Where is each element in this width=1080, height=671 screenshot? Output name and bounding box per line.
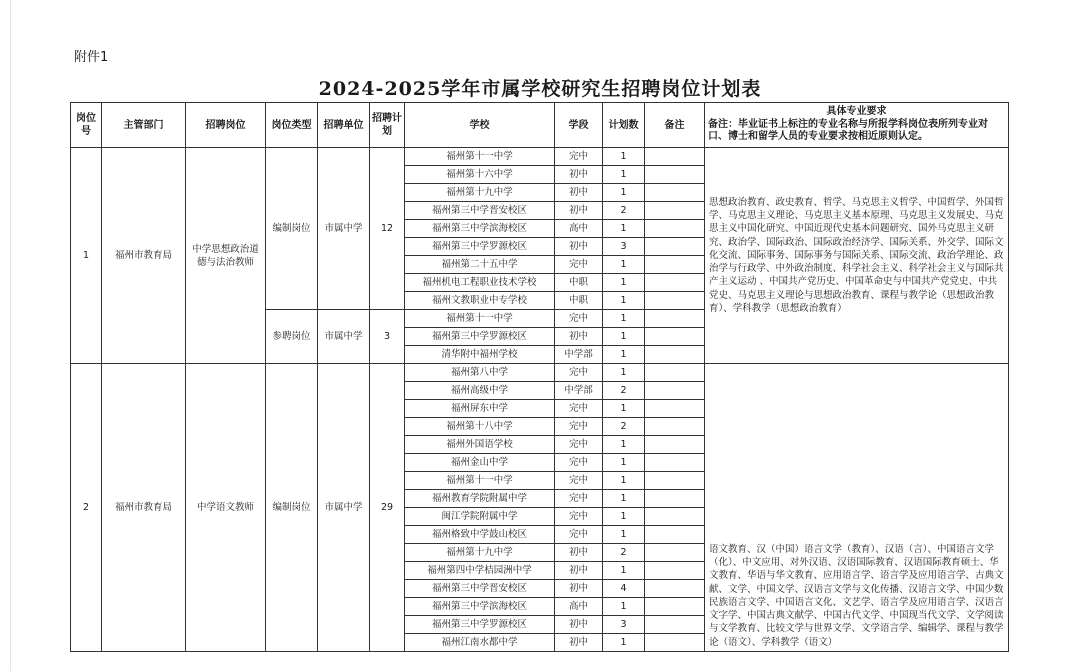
major-requirements-cell: 语文教育、汉（中国）语言文学（教育）、汉语（言）、中国语言文学（化）、中文应用、对外汉语、汉语国际教育、汉语国际教育硕士、华文教育、华语与华文教育、应用语言学、语言学及应用语言学、古典文献、文学、中国文学、汉语言文学与文化传播、汉语言文学、中国少数民族语言文学、中国语言文化、文艺学、语言学及应用语言学、汉语言文字学、中国古典文献学、中国古代文学、中国现当代文学、文学阅读与文学教育、比较文学与世界文学、文学语言学、编辑学、课程与教学论（语文）、学科教学（语文） [705, 364, 1009, 652]
school-cell: 福州机电工程职业技术学校 [405, 274, 555, 292]
header-post-no: 岗位号 [71, 103, 102, 148]
post-no-cell: 1 [71, 148, 102, 364]
school-cell: 福州第三中学滨海校区 [405, 598, 555, 616]
remark-cell [645, 562, 705, 580]
school-cell: 福州文教职业中专学校 [405, 292, 555, 310]
position-cell: 中学思想政治道德与法治教师 [186, 148, 266, 364]
count-cell: 1 [603, 562, 645, 580]
stage-cell: 初中 [555, 580, 603, 598]
header-dept: 主管部门 [102, 103, 186, 148]
plan-cell: 3 [370, 310, 405, 364]
count-cell: 1 [603, 400, 645, 418]
unit-cell: 市属中学 [318, 310, 370, 364]
school-cell: 福州第十九中学 [405, 184, 555, 202]
count-cell: 3 [603, 616, 645, 634]
remark-cell [645, 184, 705, 202]
remark-cell [645, 544, 705, 562]
header-type: 岗位类型 [266, 103, 318, 148]
stage-cell: 初中 [555, 184, 603, 202]
stage-cell: 完中 [555, 364, 603, 382]
count-cell: 1 [603, 274, 645, 292]
stage-cell: 初中 [555, 544, 603, 562]
school-cell: 福州格致中学鼓山校区 [405, 526, 555, 544]
header-stage: 学段 [555, 103, 603, 148]
stage-cell: 完中 [555, 436, 603, 454]
remark-cell [645, 202, 705, 220]
school-cell: 福州江南水都中学 [405, 634, 555, 652]
remark-cell [645, 490, 705, 508]
count-cell: 3 [603, 238, 645, 256]
school-cell: 福州第十六中学 [405, 166, 555, 184]
count-cell: 4 [603, 580, 645, 598]
remark-cell [645, 148, 705, 166]
dept-cell: 福州市教育局 [102, 364, 186, 652]
attachment-label: 附件1 [74, 50, 109, 65]
stage-cell: 初中 [555, 634, 603, 652]
stage-cell: 完中 [555, 418, 603, 436]
count-cell: 1 [603, 256, 645, 274]
count-cell: 1 [603, 436, 645, 454]
remark-cell [645, 436, 705, 454]
unit-cell: 市属中学 [318, 364, 370, 652]
school-cell: 福州第十九中学 [405, 544, 555, 562]
remark-cell [645, 166, 705, 184]
count-cell: 1 [603, 364, 645, 382]
school-cell: 福州第二十五中学 [405, 256, 555, 274]
count-cell: 1 [603, 148, 645, 166]
stage-cell: 中职 [555, 274, 603, 292]
school-cell: 福州第三中学罗源校区 [405, 328, 555, 346]
remark-cell [645, 292, 705, 310]
stage-cell: 初中 [555, 202, 603, 220]
stage-cell: 初中 [555, 328, 603, 346]
remark-cell [645, 328, 705, 346]
stage-cell: 完中 [555, 472, 603, 490]
stage-cell: 完中 [555, 508, 603, 526]
header-req-note: 备注：毕业证书上标注的专业名称与所报学科岗位表所列专业对口、博士和留学人员的专业要求按相近原则认定。 [708, 118, 988, 143]
remark-cell [645, 400, 705, 418]
unit-cell: 市属中学 [318, 148, 370, 310]
count-cell: 1 [603, 598, 645, 616]
school-cell: 福州第十一中学 [405, 472, 555, 490]
remark-cell [645, 598, 705, 616]
school-cell: 福州第三中学晋安校区 [405, 580, 555, 598]
count-cell: 1 [603, 346, 645, 364]
school-cell: 福州第三中学滨海校区 [405, 220, 555, 238]
remark-cell [645, 472, 705, 490]
table-row [71, 148, 1009, 166]
school-cell: 福州第三中学罗源校区 [405, 238, 555, 256]
remark-cell [645, 364, 705, 382]
remark-cell [645, 508, 705, 526]
stage-cell: 完中 [555, 148, 603, 166]
count-cell: 2 [603, 202, 645, 220]
table-header-row [71, 103, 1009, 148]
remark-cell [645, 454, 705, 472]
remark-cell [645, 346, 705, 364]
count-cell: 1 [603, 184, 645, 202]
plan-cell: 29 [370, 364, 405, 652]
table-row [71, 364, 1009, 382]
count-cell: 1 [603, 328, 645, 346]
count-cell: 1 [603, 634, 645, 652]
count-cell: 2 [603, 544, 645, 562]
school-cell: 福州高级中学 [405, 382, 555, 400]
remark-cell [645, 274, 705, 292]
type-cell: 参聘岗位 [266, 310, 318, 364]
count-cell: 1 [603, 166, 645, 184]
remark-cell [645, 580, 705, 598]
type-cell: 编制岗位 [266, 364, 318, 652]
school-cell: 福州教育学院附属中学 [405, 490, 555, 508]
school-cell: 福州第三中学晋安校区 [405, 202, 555, 220]
count-cell: 2 [603, 418, 645, 436]
count-cell: 1 [603, 508, 645, 526]
remark-cell [645, 418, 705, 436]
count-cell: 1 [603, 472, 645, 490]
count-cell: 1 [603, 220, 645, 238]
stage-cell: 中学部 [555, 382, 603, 400]
remark-cell [645, 220, 705, 238]
type-cell: 编制岗位 [266, 148, 318, 310]
count-cell: 1 [603, 526, 645, 544]
stage-cell: 完中 [555, 256, 603, 274]
major-requirements-cell: 思想政治教育、政史教育、哲学、马克思主义哲学、中国哲学、外国哲学、马克思主义理论、马克思主义基本原理、马克思主义发展史、马克思主义中国化研究、中国近现代史基本问题研究、国外马克思主义研究、政治学、国际政治、国际政治经济学、国际关系、外交学、国际文化交流、国际事务、国际事务与国际关系、国际交流、政治学理论、政治学与行政学、中外政治制度、科学社会主义、科学社会主义与国际共产主义运动 、中国共产党历史、中国革命史与中国共产党党史、中共党史、马克思主义理论与思想政治教育、课程与教学论（思想政治教育）、学科教学（思想政治教育） [705, 148, 1009, 364]
school-cell: 福州第十一中学 [405, 148, 555, 166]
school-cell: 清华附中福州学校 [405, 346, 555, 364]
dept-cell: 福州市教育局 [102, 148, 186, 364]
school-cell: 闽江学院附属中学 [405, 508, 555, 526]
stage-cell: 中学部 [555, 346, 603, 364]
count-cell: 1 [603, 490, 645, 508]
stage-cell: 初中 [555, 166, 603, 184]
header-remark: 备注 [645, 103, 705, 148]
post-no-cell: 2 [71, 364, 102, 652]
header-requirements [705, 103, 1009, 148]
school-cell: 福州外国语学校 [405, 436, 555, 454]
stage-cell: 完中 [555, 526, 603, 544]
remark-cell [645, 310, 705, 328]
stage-cell: 完中 [555, 454, 603, 472]
count-cell: 2 [603, 382, 645, 400]
remark-cell [645, 616, 705, 634]
stage-cell: 高中 [555, 220, 603, 238]
position-cell: 中学语文教师 [186, 364, 266, 652]
header-plan: 招聘计划 [370, 103, 405, 148]
remark-cell [645, 526, 705, 544]
header-count: 计划数 [603, 103, 645, 148]
header-school: 学校 [405, 103, 555, 148]
stage-cell: 初中 [555, 616, 603, 634]
header-unit: 招聘单位 [318, 103, 370, 148]
plan-cell: 12 [370, 148, 405, 310]
school-cell: 福州金山中学 [405, 454, 555, 472]
page-title: 2024-2025学年市属学校研究生招聘岗位计划表 [318, 78, 762, 100]
remark-cell [645, 634, 705, 652]
school-cell: 福州第十一中学 [405, 310, 555, 328]
stage-cell: 完中 [555, 310, 603, 328]
remark-cell [645, 382, 705, 400]
stage-cell: 完中 [555, 490, 603, 508]
school-cell: 福州第八中学 [405, 364, 555, 382]
stage-cell: 初中 [555, 562, 603, 580]
remark-cell [645, 256, 705, 274]
school-cell: 福州屏东中学 [405, 400, 555, 418]
header-position: 招聘岗位 [186, 103, 266, 148]
stage-cell: 完中 [555, 400, 603, 418]
recruitment-table [70, 102, 1009, 652]
stage-cell: 中职 [555, 292, 603, 310]
count-cell: 1 [603, 454, 645, 472]
count-cell: 1 [603, 292, 645, 310]
stage-cell: 初中 [555, 238, 603, 256]
header-req-title: 具体专业要求 [826, 106, 887, 118]
school-cell: 福州第四中学桔园洲中学 [405, 562, 555, 580]
remark-cell [645, 238, 705, 256]
school-cell: 福州第十八中学 [405, 418, 555, 436]
school-cell: 福州第三中学罗源校区 [405, 616, 555, 634]
count-cell: 1 [603, 310, 645, 328]
stage-cell: 高中 [555, 598, 603, 616]
